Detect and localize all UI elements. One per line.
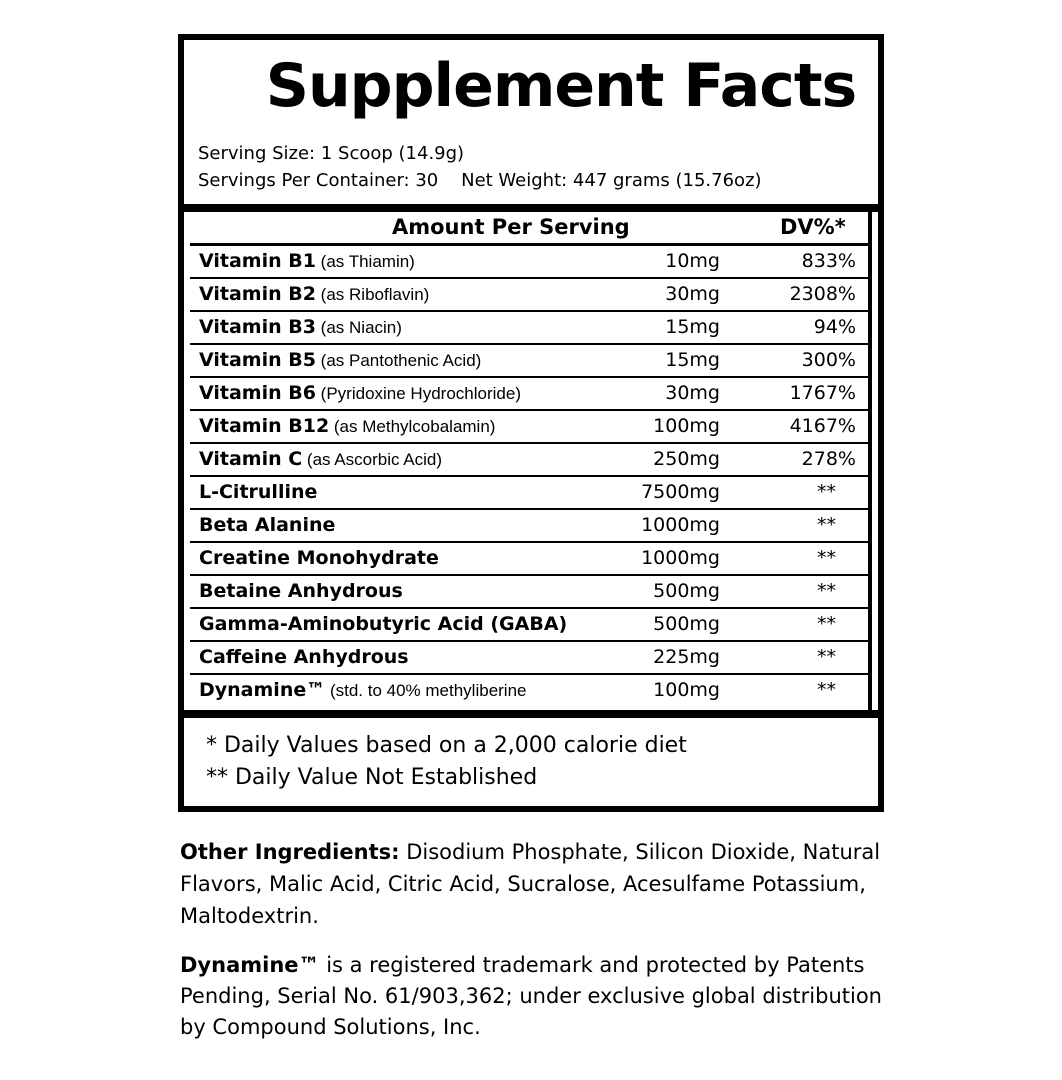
nutrient-daily-value: **: [817, 580, 836, 602]
nutrient-detail: (as Riboflavin): [315, 285, 430, 304]
nutrient-label: Caffeine Anhydrous: [199, 646, 409, 668]
nutrient-amount: 15mg: [665, 349, 720, 371]
supplement-facts-panel: [178, 34, 884, 812]
table-row: [190, 279, 872, 312]
nutrient-amount: 225mg: [653, 646, 720, 668]
nutrient-table: [190, 212, 872, 710]
nutrient-label: Beta Alanine: [199, 514, 336, 536]
nutrient-amount: 1000mg: [641, 547, 720, 569]
servings-per-container: Servings Per Container: 30 Net Weight: 447 grams (15.76oz): [198, 170, 762, 191]
nutrient-daily-value: 833%: [801, 250, 856, 272]
nutrient-label: Vitamin B3: [199, 316, 316, 338]
other-ingredients-text: Disodium Phosphate, Silicon Dioxide, Natural Flavors, Malic Acid, Citric Acid, Sucralose, Acesulfame Potassium, Maltodextrin.: [180, 840, 881, 928]
nutrient-label: Betaine Anhydrous: [199, 580, 403, 602]
table-row: [190, 510, 872, 543]
header-daily-value: DV%*: [780, 215, 846, 239]
nutrient-amount: 7500mg: [641, 481, 720, 503]
footnote-divider: [184, 710, 882, 718]
nutrient-amount: 10mg: [665, 250, 720, 272]
nutrient-amount: 30mg: [665, 382, 720, 404]
nutrient-detail: (std. to 40% methyliberine: [325, 681, 527, 700]
nutrient-label: Vitamin B1: [199, 250, 316, 272]
nutrient-daily-value: **: [817, 613, 836, 635]
table-row: [190, 312, 872, 345]
footnotes: [206, 730, 687, 794]
nutrient-name: [199, 547, 439, 570]
table-row: [190, 477, 872, 510]
nutrient-detail: (as Thiamin): [315, 252, 415, 271]
footnote-daily-values: * Daily Values based on a 2,000 calorie diet: [206, 733, 687, 758]
nutrient-label: Vitamin B6: [199, 382, 316, 404]
nutrient-name: [199, 250, 415, 273]
table-row: [190, 576, 872, 609]
nutrient-amount: 100mg: [653, 679, 720, 701]
table-row: [190, 543, 872, 576]
other-ingredients: [180, 836, 900, 932]
nutrient-detail: (as Methylcobalamin): [329, 417, 496, 436]
nutrient-amount: 1000mg: [641, 514, 720, 536]
serving-size: Serving Size: 1 Scoop (14.9g): [198, 143, 465, 164]
nutrient-name: [199, 448, 442, 471]
nutrient-name: [199, 382, 521, 405]
nutrient-name: [199, 481, 317, 504]
table-row: [190, 411, 872, 444]
nutrient-daily-value: **: [817, 514, 836, 536]
nutrient-daily-value: 1767%: [789, 382, 856, 404]
nutrient-daily-value: 300%: [801, 349, 856, 371]
nutrient-amount: 500mg: [653, 580, 720, 602]
serving-info: [198, 140, 762, 194]
nutrient-label: Creatine Monohydrate: [199, 547, 439, 569]
table-row: [190, 675, 872, 708]
nutrient-amount: 30mg: [665, 283, 720, 305]
nutrient-detail: (as Pantothenic Acid): [315, 351, 482, 370]
nutrient-detail: (as Ascorbic Acid): [302, 450, 443, 469]
nutrient-daily-value: **: [817, 481, 836, 503]
other-ingredients-label: Other Ingredients:: [180, 840, 400, 864]
nutrient-amount: 100mg: [653, 415, 720, 437]
nutrient-name: [199, 580, 403, 603]
header-amount-per-serving: Amount Per Serving: [392, 215, 630, 239]
nutrient-amount: 15mg: [665, 316, 720, 338]
table-header: [190, 212, 872, 246]
nutrient-name: [199, 613, 567, 636]
nutrient-daily-value: **: [817, 547, 836, 569]
nutrient-daily-value: 4167%: [789, 415, 856, 437]
nutrient-label: Vitamin B2: [199, 283, 316, 305]
nutrient-name: [199, 283, 429, 306]
table-row: [190, 609, 872, 642]
table-row: [190, 642, 872, 675]
nutrient-rows: [190, 246, 872, 708]
nutrient-name: [199, 316, 402, 339]
nutrient-label: L-Citrulline: [199, 481, 318, 503]
nutrient-name: [199, 415, 495, 438]
table-row: [190, 246, 872, 279]
trademark-note: [180, 950, 900, 1043]
footnote-not-established: ** Daily Value Not Established: [206, 765, 538, 790]
nutrient-name: [199, 679, 527, 702]
table-row: [190, 378, 872, 411]
nutrient-name: [199, 646, 409, 669]
nutrient-daily-value: 94%: [813, 316, 856, 338]
nutrient-label: Vitamin C: [199, 448, 303, 470]
nutrient-label: Gamma-Aminobutyric Acid (GABA): [199, 613, 568, 635]
table-row: [190, 345, 872, 378]
nutrient-label: Dynamine™: [199, 679, 326, 701]
trademark-text: is a registered trademark and protected by Patents Pending, Serial No. 61/903,362; under exclusive global distribution by Compound Solutions, Inc.: [180, 953, 882, 1039]
nutrient-daily-value: **: [817, 679, 836, 701]
nutrient-name: [199, 514, 335, 537]
panel-title: Supplement Facts: [265, 51, 857, 121]
nutrient-daily-value: 2308%: [789, 283, 856, 305]
table-right-rule: [868, 212, 872, 710]
nutrient-amount: 250mg: [653, 448, 720, 470]
table-row: [190, 444, 872, 477]
nutrient-label: Vitamin B12: [199, 415, 330, 437]
serving-divider: [184, 204, 878, 212]
nutrient-detail: (Pyridoxine Hydrochloride): [315, 384, 521, 403]
trademark-label: Dynamine™: [180, 953, 320, 977]
nutrient-amount: 500mg: [653, 613, 720, 635]
nutrient-label: Vitamin B5: [199, 349, 316, 371]
nutrient-name: [199, 349, 481, 372]
nutrient-daily-value: 278%: [801, 448, 856, 470]
nutrient-detail: (as Niacin): [315, 318, 402, 337]
nutrient-daily-value: **: [817, 646, 836, 668]
